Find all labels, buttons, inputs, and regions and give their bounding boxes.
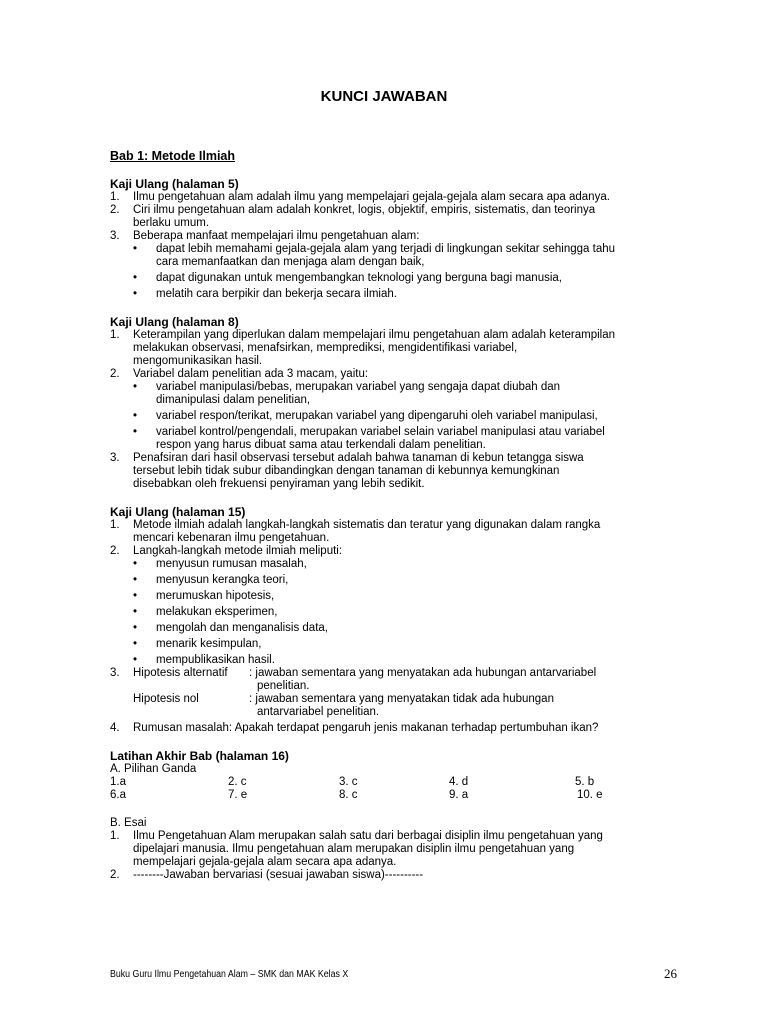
bullet-line: melakukan eksperimen, [156,606,278,618]
item-line: Keterampilan yang diperlukan dalam mempelajari ilmu pengetahuan alam adalah keterampilan [133,329,616,341]
item-line: mencari kebenaran ilmu pengetahuan. [133,532,330,544]
bullet-line: menyusun rumusan masalah, [156,558,307,570]
section-heading: Kaji Ulang (halaman 15) [110,505,246,519]
hypothesis-line: penelitian. [257,680,310,692]
list-item [110,191,690,204]
bullet-line: menyusun kerangka teori, [156,574,289,586]
list-item [110,204,690,230]
subsection-label: A. Pilihan Ganda [110,763,197,775]
bullet-line: respon yang harus dibuat sama atau terkendali dalam penelitian. [156,439,486,451]
answer-item: 7. e [228,789,248,801]
item-line: Langkah-langkah metode ilmiah meliputi: [133,545,343,557]
list-item [110,329,690,368]
list-item [110,545,690,558]
item-line: Ciri ilmu pengetahuan alam adalah konkret, logis, objektif, empiris, sistematis, dan teorinya [133,204,596,216]
hypothesis-line: : jawaban sementara yang menyatakan ada hubungan antarvariabel [249,667,597,679]
bullet-line: menarik kesimpulan, [156,638,262,650]
bullet-item [110,243,690,269]
bullet-icon: • [133,622,138,634]
answer-item: 3. c [339,776,358,788]
answer-item: 9. a [449,789,469,801]
answer-item: 1.a [110,776,126,788]
item-number: 1. [110,329,120,341]
item-number: 4. [110,722,120,734]
list-item [110,830,690,869]
list-item [110,452,690,491]
bullet-icon: • [133,574,138,586]
item-line: Ilmu Pengetahuan Alam merupakan salah satu dari berbagai disiplin ilmu pengetahuan yang [133,830,603,842]
list-item [110,519,690,545]
bullet-icon: • [133,606,138,618]
bullet-item [110,574,690,587]
item-line: Metode ilmiah adalah langkah-langkah sistematis dan teratur yang digunakan dalam rangka [133,519,601,531]
item-line: dipelajari manusia. Ilmu pengetahuan alam merupakan disiplin ilmu pengetahuan yang [133,843,575,855]
item-line: Variabel dalam penelitian ada 3 macam, yaitu: [133,368,369,380]
bullet-item [110,381,690,407]
bullet-item [110,590,690,603]
bullet-line: dapat lebih memahami gejala-gejala alam yang terjadi di lingkungan sekitar sehingga tahu [156,243,616,255]
bullet-item [110,410,690,423]
bullet-icon: • [133,558,138,570]
bullet-line: merumuskan hipotesis, [156,590,275,602]
bullet-line: mempublikasikan hasil. [156,654,275,666]
answer-row [110,789,690,802]
hypothesis-label: Hipotesis nol [133,693,199,705]
item-line: tersebut lebih tidak subur dibandingkan dengan tanaman di kebunnya kemungkinan [133,465,560,477]
bullet-item [110,558,690,571]
page-title: KUNCI JAWABAN [320,88,448,105]
section-heading: Latihan Akhir Bab (halaman 16) [110,749,289,763]
item-line: Rumusan masalah: Apakah terdapat pengaruh jenis makanan terhadap pertumbuhan ikan? [133,722,599,734]
item-line: Ilmu pengetahuan alam adalah ilmu yang mempelajari gejala-gejala alam secara apa adanya. [133,191,610,203]
bullet-line: dapat digunakan untuk mengembangkan teknologi yang berguna bagi manusia, [156,272,562,284]
page-footer: Buku Guru Ilmu Pengetahuan Alam – SMK dan MAK Kelas X [110,969,349,980]
bullet-line: cara memanfaatkan dan menjaga alam dengan baik, [156,256,425,268]
list-item [110,368,690,381]
item-line: mengomunikasikan hasil. [133,355,263,367]
bullet-item [110,288,690,301]
item-line: disebabkan oleh frekuensi penyiraman yang lebih sedikit. [133,478,425,490]
bullet-icon: • [133,272,138,284]
bullet-icon: • [133,243,138,255]
bullet-item [110,638,690,651]
item-line: berlaku umum. [133,217,210,229]
item-number: 3. [110,230,120,242]
bullet-icon: • [133,638,138,650]
item-number: 3. [110,452,120,464]
subsection-label: B. Esai [110,817,147,829]
answer-item: 6.a [110,789,126,801]
item-number: 1. [110,191,120,203]
hypothesis-line: : jawaban sementara yang menyatakan tidak ada hubungan [249,693,554,705]
bullet-line: variabel manipulasi/bebas, merupakan variabel yang sengaja dapat diubah dan [156,381,561,393]
answer-item: 8. c [339,789,358,801]
item-number: 3. [110,667,120,679]
item-number: 1. [110,519,120,531]
page-number: 26 [664,966,677,981]
list-item [110,230,690,243]
item-number: 2. [110,204,120,216]
document-body [110,178,690,882]
item-line: Penafsiran dari hasil observasi tersebut adalah bahwa tanaman di kebun tetangga siswa [133,452,584,464]
item-number: 2. [110,545,120,557]
bullet-item [110,622,690,635]
bullet-icon: • [133,426,138,438]
bullet-line: variabel respon/terikat, merupakan variabel yang dipengaruhi oleh variabel manipulasi, [156,410,598,422]
item-number: 2. [110,869,120,881]
list-item [110,722,690,735]
bullet-line: variabel kontrol/pengendali, merupakan variabel selain variabel manipulasi atau variabel [156,426,605,438]
bullet-item [110,272,690,285]
bullet-item [110,654,690,667]
list-item [110,869,690,882]
hypothesis-item [110,693,690,719]
item-number: 2. [110,368,120,380]
item-line: mempelajari gejala-gejala alam secara apa adanya. [133,856,397,868]
item-line: --------Jawaban bervariasi (sesuai jawaban siswa)---------- [133,869,424,881]
answer-item: 2. c [228,776,247,788]
item-line: melakukan observasi, menafsirkan, memprediksi, mengidentifikasi variabel, [133,342,518,354]
bullet-icon: • [133,410,138,422]
bullet-icon: • [133,381,138,393]
hypothesis-label: Hipotesis alternatif [133,667,228,679]
bullet-line: melatih cara berpikir dan bekerja secara ilmiah. [156,288,397,300]
answer-item: 10. e [577,789,603,801]
hypothesis-line: antarvariabel penelitian. [257,706,380,718]
bullet-icon: • [133,288,138,300]
section-heading: Kaji Ulang (halaman 5) [110,177,239,191]
bullet-icon: • [133,654,138,666]
answer-item: 5. b [575,776,595,788]
answer-row [110,776,690,789]
item-number: 1. [110,830,120,842]
bullet-icon: • [133,590,138,602]
section-heading: Kaji Ulang (halaman 8) [110,315,239,329]
hypothesis-item [110,667,690,693]
bullet-item [110,426,690,452]
bullet-line: dimanipulasi dalam penelitian, [156,394,311,406]
bullet-item [110,606,690,619]
bullet-line: mengolah dan menganalisis data, [156,622,328,634]
item-line: Beberapa manfaat mempelajari ilmu pengetahuan alam: [133,230,420,242]
answer-item: 4. d [449,776,469,788]
chapter-heading: Bab 1: Metode Ilmiah [110,149,236,163]
